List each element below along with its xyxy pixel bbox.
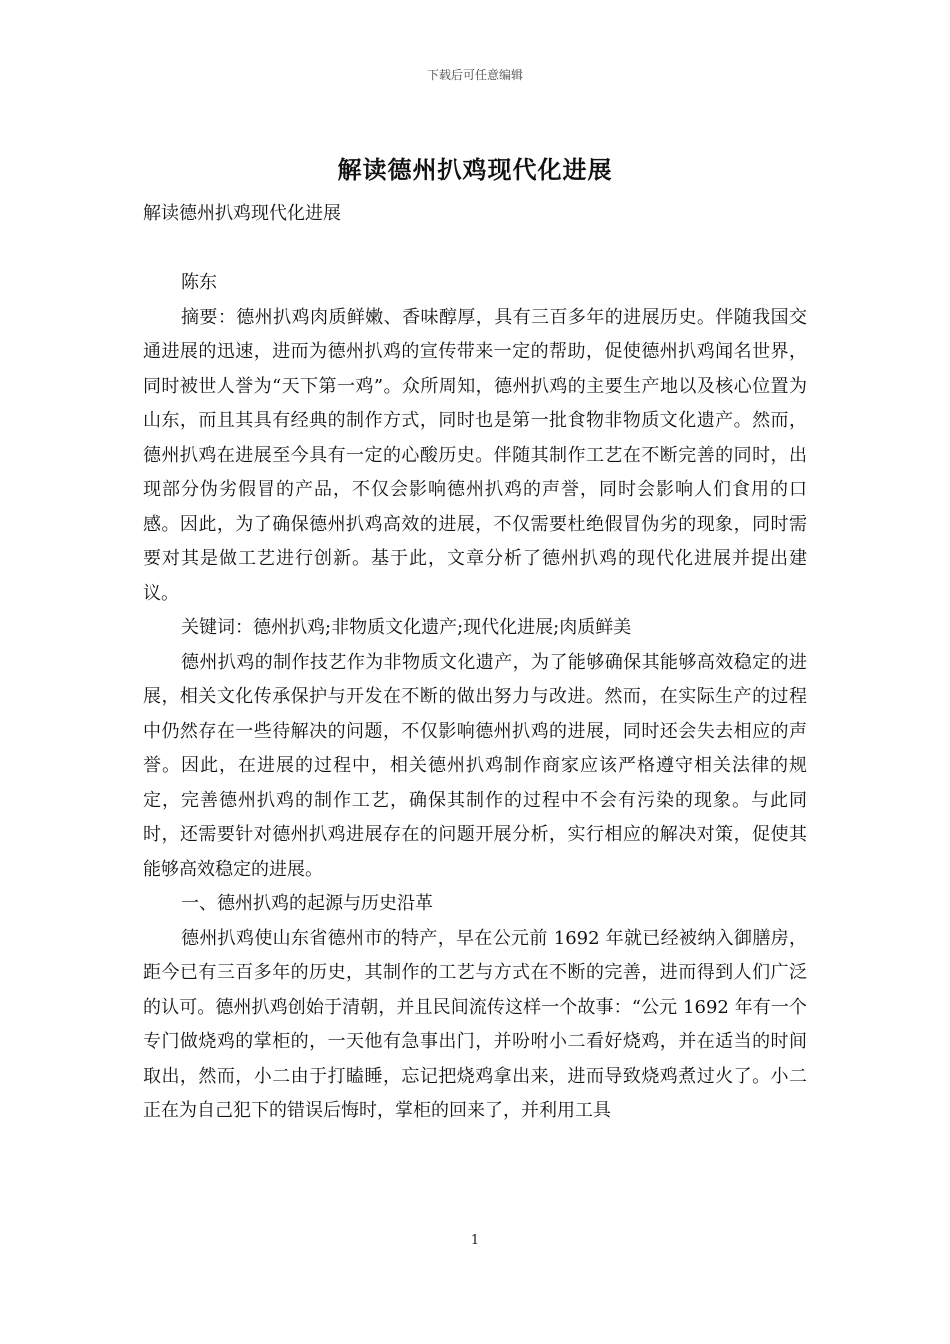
document-body	[143, 197, 807, 1129]
author-name: 陈东	[181, 272, 217, 293]
abstract-paragraph: 摘要：德州扒鸡肉质鲜嫩、香味醇厚，具有三百多年的进展历史。伴随我国交通进展的迅速，进而为德州扒鸡的宣传带来一定的帮助，促使德州扒鸡闻名世界，同时被世人誉为“天下第一鸡”。众所周知，德州扒鸡的主要生产地以及核心位置为山东，而且其具有经典的制作方式，同时也是第一批食物非物质文化遗产。然而，德州扒鸡在进展至今具有一定的心酸历史。伴随其制作工艺在不断完善的同时，出现部分伪劣假冒的产品，不仅会影响德州扒鸡的声誉，同时会影响人们食用的口感。因此，为了确保德州扒鸡高效的进展，不仅需要杜绝假冒伪劣的现象，同时需要对其是做工艺进行创新。基于此，文章分析了德州扒鸡的现代化进展并提出建议。	[143, 306, 807, 604]
intro-paragraph: 德州扒鸡的制作技艺作为非物质文化遗产，为了能够确保其能够高效稳定的进展，相关文化传承保护与开发在不断的做出努力与改进。然而，在实际生产的过程中仍然存在一些待解决的问题，不仅影响德州扒鸡的进展，同时还会失去相应的声誉。因此，在进展的过程中，相关德州扒鸡制作商家应该严格遵守相关法律的规定，完善德州扒鸡的制作工艺，确保其制作的过程中不会有污染的现象。与此同时，还需要针对德州扒鸡进展存在的问题开展分析，实行相应的解决对策，促使其能够高效稳定的进展。	[143, 651, 807, 880]
document-subtitle: 解读德州扒鸡现代化进展	[143, 203, 341, 224]
header-note: 下载后可任意编辑	[426, 68, 523, 82]
blank-spacer	[143, 232, 807, 267]
page-number: 1	[470, 1233, 480, 1248]
section-paragraph: 德州扒鸡使山东省德州市的特产，早在公元前 1692 年就已经被纳入御膳房，距今已有三百多年的历史，其制作的工艺与方式在不断的完善，进而得到人们广泛的认可。德州扒鸡创始于清朝，并且民间流传这样一个故事：“公元 1692 年有一个专门做烧鸡的掌柜的，一天他有急事出门，并吩咐小二看好烧鸡，并在适当的时间取出，然而，小二由于打瞌睡，忘记把烧鸡拿出来，进而导致烧鸡煮过火了。小二正在为自己犯下的错误后悔时，掌柜的回来了，并利用工具	[143, 927, 807, 1121]
keywords-paragraph: 关键词：德州扒鸡;非物质文化遗产;现代化进展;肉质鲜美	[181, 617, 632, 638]
section-heading: 一、德州扒鸡的起源与历史沿革	[181, 893, 433, 914]
document-title: 解读德州扒鸡现代化进展	[337, 155, 613, 184]
